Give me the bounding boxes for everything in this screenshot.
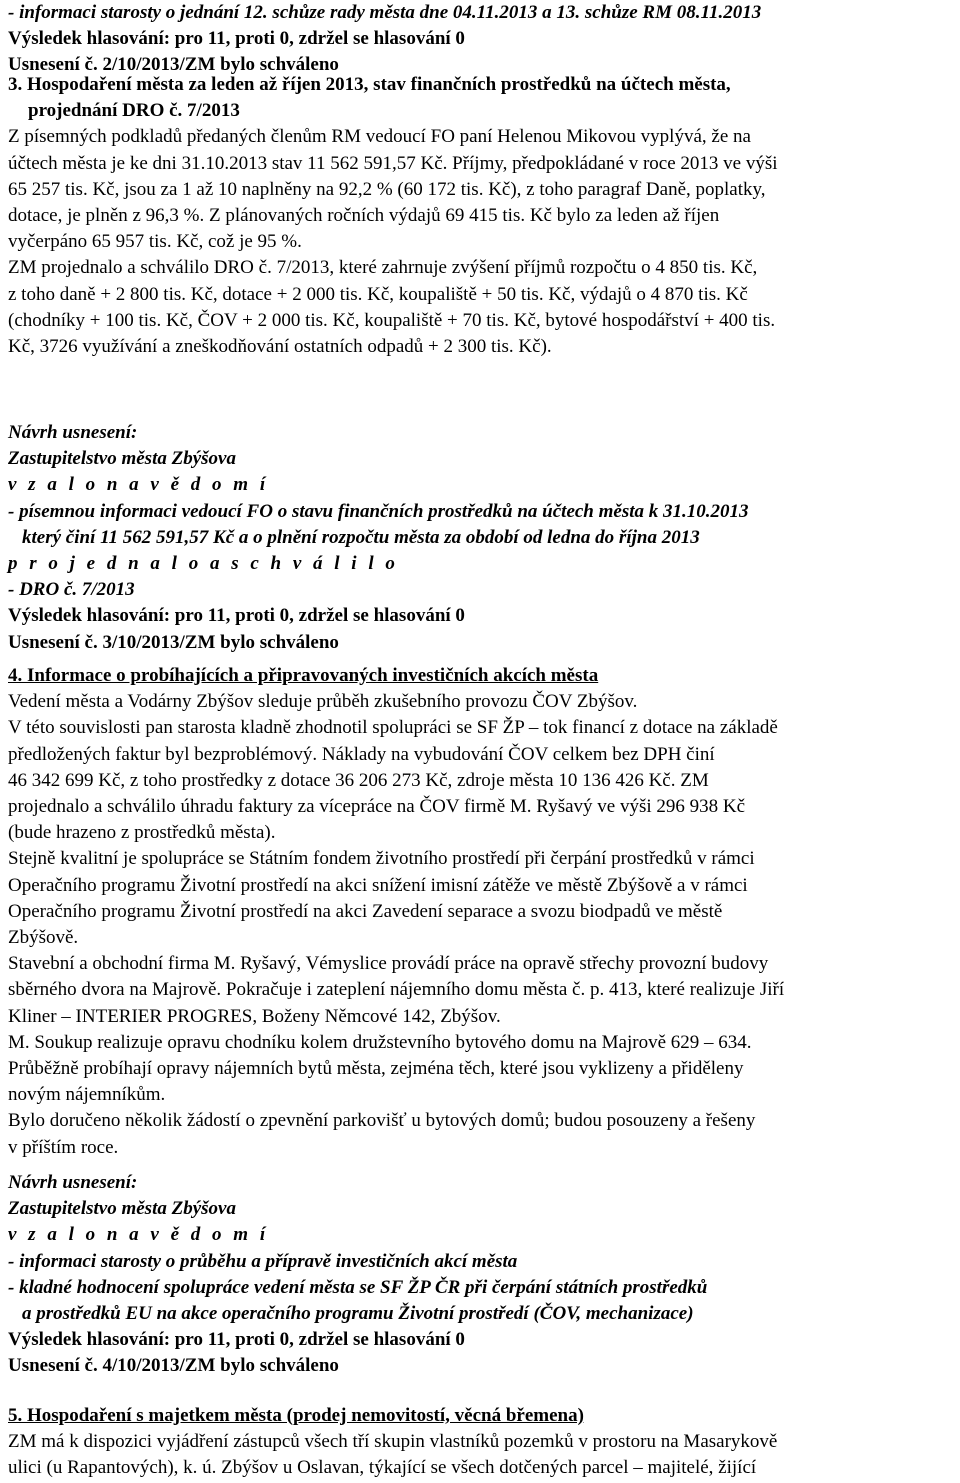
- item-4-body-line: novým nájemníkům.: [8, 1084, 166, 1106]
- takes-note-label: v z a l o n a v ě d o m í: [8, 474, 269, 496]
- proposal-note-line-2: který činí 11 562 591,57 Kč a o plnění rozpočtu města za období od ledna do října 2013: [22, 526, 700, 548]
- item-5-body-line: ZM má k dispozici vyjádření zástupců všech tří skupin vlastníků pozemků v prostoru na Masarykově: [8, 1431, 778, 1453]
- item-4-body-line: Zbýšově.: [8, 927, 79, 949]
- item-3-proposal: [8, 420, 956, 656]
- proposal-note-line-2: - kladné hodnocení spolupráce vedení města se SF ŽP ČR při čerpání státních prostředků: [8, 1276, 708, 1298]
- item-4-body-line: Operačního programu Životní prostředí na akci snížení imisní zátěže ve městě Zbýšově a v rámci: [8, 874, 748, 896]
- previous-item-vote: Výsledek hlasování: pro 11, proti 0, zdržel se hlasování 0: [8, 28, 465, 50]
- item-5-body-line: ulici (u Rapantových), k. ú. Zbýšov u Oslavan, týkající se všech dotčených parcel – majitelé, žijící: [8, 1457, 757, 1479]
- proposal-note-line-1: - informaci starosty o průběhu a přípravě investičních akcí města: [8, 1250, 518, 1272]
- item-4-body-line: předložených faktur byl bezproblémový. Náklady na vybudování ČOV celkem bez DPH činí: [8, 743, 715, 765]
- item-4-body-line: Stavební a obchodní firma M. Ryšavý, Vémyslice provádí práce na opravě střechy provozní budovy: [8, 953, 769, 975]
- item-4-body-line: V této souvislosti pan starosta kladně zhodnotil spolupráci se SF ŽP – tok financí z dotace na základě: [8, 717, 778, 739]
- proposal-label: Návrh usnesení:: [8, 1172, 138, 1193]
- item-5-section: [8, 1403, 956, 1482]
- item-3-body-line: (chodníky + 100 tis. Kč, ČOV + 2 000 tis. Kč, koupaliště + 70 tis. Kč, bytové hospodářství + 400 tis.: [8, 309, 776, 331]
- proposal-note-line-3: a prostředků EU na akce operačního programu Životní prostředí (ČOV, mechanizace): [22, 1303, 694, 1325]
- item-4-body-line: (bude hrazeno z prostředků města).: [8, 822, 276, 844]
- item-3-body-line: dotace, je plněn z 96,3 %. Z plánovaných ročních výdajů 69 415 tis. Kč bylo za leden až říjen: [8, 205, 720, 227]
- item-4-heading: 4. Informace o probíhajících a připravovaných investičních akcích města: [8, 665, 599, 686]
- previous-item-note: - informaci starosty o jednání 12. schůze rady města dne 04.11.2013 a 13. schůze RM 08.11.2013: [8, 2, 762, 23]
- item-4-body-line: Operačního programu Životní prostředí na akci Zavedení separace a svozu biodpadů ve městě: [8, 900, 723, 922]
- item-3-body-line: účtech města je ke dni 31.10.2013 stav 11 562 591,57 Kč. Příjmy, předpokládané v roce 2013 ve výši: [8, 152, 778, 174]
- item-3-vote: Výsledek hlasování: pro 11, proti 0, zdržel se hlasování 0: [8, 605, 465, 627]
- approved-label: p r o j e d n a l o a s c h v á l i l o: [8, 553, 399, 575]
- item-4-body-line: Bylo doručeno několik žádostí o zpevnění parkovišť u bytových domů; budou posouzeny a řešeny: [8, 1110, 756, 1132]
- item-3-body-line: 65 257 tis. Kč, jsou za 1 až 10 naplněny na 92,2 % (60 172 tis. Kč), z toho paragraf Daně, poplatky,: [8, 178, 766, 200]
- item-3-body-line: Kč, 3726 využívání a zneškodňování ostatních odpadů + 2 300 tis. Kč).: [8, 336, 552, 358]
- item-3-heading-line-2: projednání DRO č. 7/2013: [28, 100, 240, 122]
- item-4-vote: Výsledek hlasování: pro 11, proti 0, zdržel se hlasování 0: [8, 1329, 465, 1351]
- item-4-body-line: projednalo a schválilo úhradu faktury za vícepráce na ČOV firmě M. Ryšavý ve výši 296 938 Kč: [8, 796, 746, 818]
- item-4-body-line: Kliner – INTERIER PROGRES, Boženy Němcové 142, Zbýšov.: [8, 1005, 501, 1027]
- item-5-heading: 5. Hospodaření s majetkem města (prodej nemovitostí, věcná břemena): [8, 1405, 584, 1426]
- item-3-heading-line-1: 3. Hospodaření města za leden až říjen 2013, stav finančních prostředků na účtech města,: [8, 74, 731, 95]
- previous-item-resolution: Usnesení č. 2/10/2013/ZM bylo schváleno: [8, 54, 339, 76]
- previous-item-section: [8, 0, 956, 79]
- item-4-body-line: Průběžně probíhají opravy nájemních bytů města, zejména těch, které jsou vyklizeny a přiděleny: [8, 1058, 744, 1080]
- council-name: Zastupitelstvo města Zbýšova: [8, 1198, 236, 1220]
- takes-note-label: v z a l o n a v ě d o m í: [8, 1224, 269, 1246]
- item-4-body-line: Vedení města a Vodárny Zbýšov sleduje průběh zkušebního provozu ČOV Zbýšov.: [8, 691, 638, 713]
- item-4-body-line: 46 342 699 Kč, z toho prostředky z dotace 36 206 273 Kč, zdroje města 10 136 426 Kč. ZM: [8, 769, 709, 791]
- item-4-body-line: Stejně kvalitní je spolupráce se Státním fondem životního prostředí při čerpání prostředků v rámci: [8, 848, 755, 870]
- item-3-resolution: Usnesení č. 3/10/2013/ZM bylo schváleno: [8, 631, 339, 653]
- item-4-resolution: Usnesení č. 4/10/2013/ZM bylo schváleno: [8, 1355, 339, 1377]
- item-3-section: [8, 72, 956, 360]
- item-4-body-line: M. Soukup realizuje opravu chodníku kolem družstevního bytového domu na Majrově 629 – 634.: [8, 1031, 752, 1053]
- item-3-body-line: Z písemných podkladů předaných členům RM vedoucí FO paní Helenou Mikovou vyplývá, že na: [8, 126, 751, 148]
- proposal-label: Návrh usnesení:: [8, 422, 138, 443]
- item-4-proposal: [8, 1170, 956, 1380]
- item-3-body-line: ZM projednalo a schválilo DRO č. 7/2013, které zahrnuje zvýšení příjmů rozpočtu o 4 850 tis. Kč,: [8, 257, 758, 279]
- item-3-body-line: vyčerpáno 65 957 tis. Kč, což je 95 %.: [8, 231, 302, 253]
- proposal-note-line-1: - písemnou informaci vedoucí FO o stavu finančních prostředků na účtech města k 31.10.2013: [8, 500, 749, 522]
- item-3-body-line: z toho daně + 2 800 tis. Kč, dotace + 2 000 tis. Kč, koupaliště + 50 tis. Kč, výdajů o 4 870 tis. Kč: [8, 283, 748, 305]
- item-4-section: [8, 663, 956, 1161]
- item-4-body-line: v příštím roce.: [8, 1136, 119, 1158]
- proposal-dro: - DRO č. 7/2013: [8, 579, 135, 601]
- council-name: Zastupitelstvo města Zbýšova: [8, 448, 236, 470]
- item-4-body-line: sběrného dvora na Majrově. Pokračuje i zateplení nájemního domu města č. p. 413, které realizuje Jiří: [8, 979, 785, 1001]
